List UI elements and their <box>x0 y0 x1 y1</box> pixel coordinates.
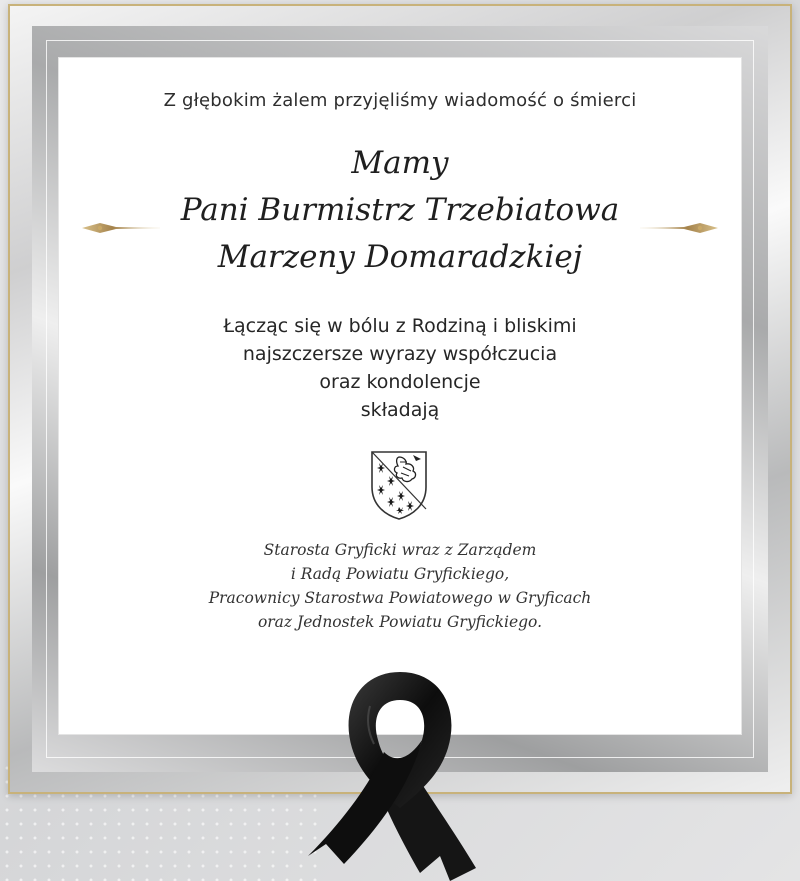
black-mourning-ribbon-icon <box>300 668 500 881</box>
condolence-line-1: Łącząc się w bólu z Rodziną i bliskimi <box>223 315 577 337</box>
deceased-line-3: Marzeny Domaradzkiej <box>217 239 583 275</box>
signers-line-1: Starosta Gryficki wraz z Zarządem <box>263 541 537 559</box>
deceased-line-1: Mamy <box>351 145 449 181</box>
signers-text <box>58 538 742 634</box>
signers-line-4: oraz Jednostek Powiatu Gryfickiego. <box>257 613 543 631</box>
condolence-line-3: oraz kondolencje <box>319 371 481 393</box>
deceased-line-2: Pani Burmistrz Trzebiatowa <box>180 192 620 228</box>
condolence-line-2: najszczersze wyrazy współczucia <box>242 343 558 365</box>
condolence-line-4: składają <box>360 399 440 421</box>
coat-of-arms-icon <box>369 449 429 521</box>
intro-text: Z głębokim żalem przyjęliśmy wiadomość o śmierci <box>163 90 637 111</box>
condolence-text <box>58 312 742 424</box>
deceased-name-block <box>58 140 742 281</box>
signers-line-3: Pracownicy Starostwa Powiatowego w Gryficach <box>208 589 592 607</box>
signers-line-2: i Radą Powiatu Gryfickiego, <box>290 565 510 583</box>
